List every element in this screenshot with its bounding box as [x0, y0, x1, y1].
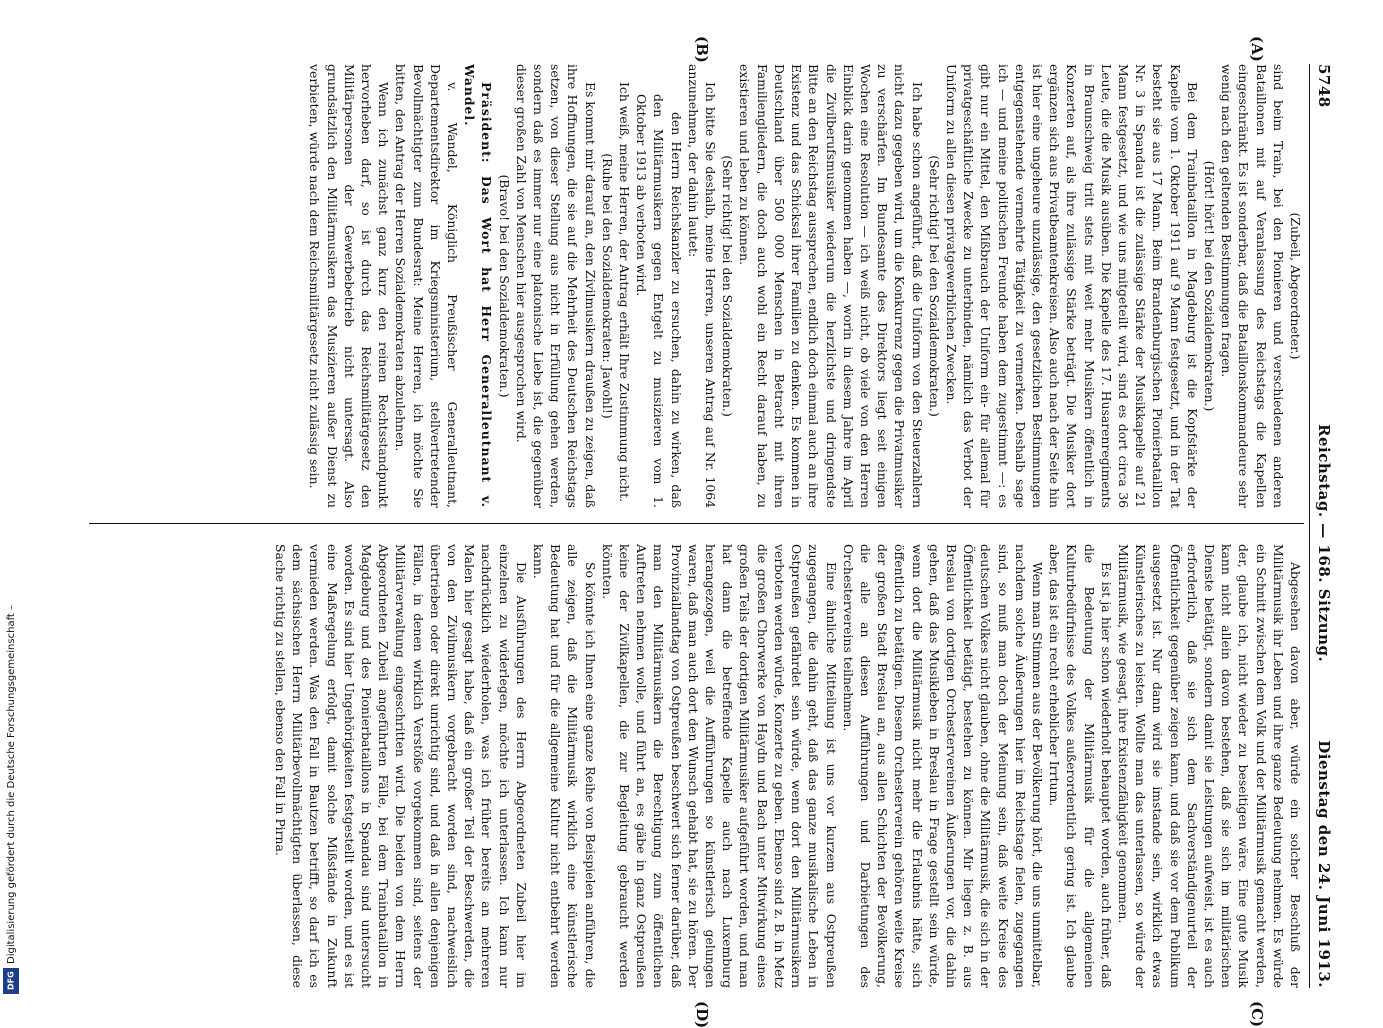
paragraph: Wenn ich zunächst ganz kurz den reinen Rechtsstandpunkt hervorheben darf, so ist durch das Reichsmilitärgesetz den Militärpersonen der Gewerbebetrieb nicht untersagt. Also grundsätzlich den Militärmusikern das Musizieren außer Dienst zu verbieten, würde nach dem Reichsmilitärgesetz nicht zulässig sein.: [307, 64, 392, 508]
margin-marker-a: (A): [1248, 36, 1266, 62]
reaction: (Sehr richtig! bei den Sozialdemokraten.): [926, 155, 942, 417]
paragraph: Ich weiß, meine Herren, der Antrag erhält Ihre Zustimmung nicht.: [617, 82, 633, 503]
paragraph: Bei dem Trainbataillon in Magdeburg ist die Kopfstärke der Kapelle vom 1. Oktober 1911 auf 9 Mann festgesetzt, und in der Tat besteht sie aus 17 Mann. Beim Brandenburgischen Pionierbataillon Nr. 3 in Spandau ist die zulässige Stärke der Musikkapelle auf 21 Mann festgesetzt, und wie uns mitgeteilt wird, sind es dort circa 36 Leute, die die Musik ausüben. Die Kapelle des 17. Husarenregiments in Braunschweig tritt stets mit weit mehr Musikern öffentlich in Konzerten auf, als ihre zulässige Stärke beträgt. Die Musiker dort ergänzen sich aus Privatbeamtenkreisen. Also auch nach der Seite hin ist hier eine ungeheure unzulässige, den gesetzlichen Bestimmungen entgegenstehende vermehrte Tätigkeit zu vermerken. Deshalb sage ich — und meine politischen Freunde haben dem zugestimmt —: es gibt nur ein Mittel, den Mißbrauch der Uniform ein- für allemal für privatgeschäftliche Zwecke zu unterbinden, nämlich das Verbot der Uniform zu allen diesen privatgewerblichen Zwecken.: [943, 64, 1200, 508]
margin-marker-b: (B): [693, 36, 711, 63]
paragraph: So könnte ich Ihnen eine ganze Reihe von Beispielen anführen, die alle zeigen, daß die Militärmusik wirklich eine künstlerische Bedeutung hat und für die allgemeine Kultur nicht entbehrt werden kann.: [531, 544, 598, 988]
page-header: [1309, 64, 1336, 988]
margin-marker-c: (C): [1248, 1001, 1266, 1028]
reaction: (Hört! hört! bei den Sozialdemokraten.): [1201, 160, 1217, 412]
margin-marker-d: (D): [693, 1001, 711, 1028]
paragraph: Es kommt mir darauf an, den Zivilmusikern draußen zu zeigen, daß ihre Hoffnungen, die sie auf die Mehrheit des Deutschen Reichstags setzen, von dieser Stellung aus nicht in Erfüllung gehen werden, sondern daß es immer nur eine platonische Liebe ist, die gegenüber dieser großen Zahl von Menschen hier ausgesprochen wird.: [513, 64, 598, 508]
paragraph: Abgesehen davon aber, würde ein solcher Beschluß der Militärmusik ihr Leben und ihre ganze Bedeutung nehmen. Es würde ein Schnitt zwischen dem Volk und der Militärmusik gemacht werden, der, glaube ich, nicht wieder zu beseitigen wäre. Eine gute Musik kann nicht allein davon bestehen, daß sie sich im militärischen Dienste betätigt, sondern damit sie Leistungen aufweist, ist es auch erforderlich, daß sie sich dem Sachverständigenurteil der Öffentlichkeit gegenüber zeigen kann, und daß sie vor dem Publikum ausgesetzt ist. Nur dann wird sie imstande sein, wirklich etwas Künstlerisches zu leisten. Wollte man das unterlassen, so würde der Militärmusik, wie gesagt, ihre Existenzfähigkeit genommen.: [1115, 544, 1303, 988]
reaction: (Sehr richtig! bei den Sozialdemokraten.): [720, 155, 736, 417]
session-title: Reichstag. — 168. Sitzung.: [1315, 424, 1333, 663]
paragraph: Ich bitte Sie deshalb, meine Herren, unseren Antrag auf Nr. 1064 anzunehmen, der dahin lautet:: [685, 64, 719, 508]
digitization-credit: Digitalisierung gefördert durch die Deutsche Forschungsgemeinschaft –: [6, 604, 17, 964]
president-remark: Präsident: Das Wort hat Herr Generalleutnant v. Wandel.: [462, 64, 495, 508]
speaker-note: (Zubeil, Abgeordneter.): [1288, 212, 1303, 360]
paragraph: sind beim Train, bei den Pionieren und verschiedenen anderen Bataillonen mit auf Veranlassung des Reichstags die Kapellen eingeschränkt. Es ist sonderbar, daß die Bataillonskommandeure sehr wenig nach den geltenden Bestimmungen fragen.: [1219, 64, 1286, 508]
column-divider: [89, 523, 1304, 524]
paragraph: Wenn man Stimmen aus der Bevölkerung hört, die uns unmittelbar, nachdem solche Äußerungen hier im Reichstage fielen, zugegangen sind, so muß man doch der Meinung sein, daß weite Kreise des deutschen Volkes nicht glauben, ohne die Militärmusik, die sich in der Öffentlichkeit betätigt, bestehen zu können. Mir liegen z. B. aus Breslau von dortigen Orchestervereinen Äußerungen vor, die dahin gehen, daß das Musikleben in Breslau in Frage gestellt sein würde, wenn dort die Militärmusik nicht mehr die Erlaubnis hätte, sich öffentlich zu betätigen. Diesem Orchesterverein gehören weite Kreise der großen Stadt Breslau an, aus allen Schichten der Bevölkerung, die alle an diesen Aufführungen und Darbietungen des Orchestervereins teilnehmen.: [840, 544, 1045, 988]
paragraph: Eine ähnliche Mitteilung ist uns vor kurzem aus Ostpreußen zugegangen, die dahin geht, daß das ganze musikalische Leben in Ostpreußen gefährdet sein würde, wenn dort den Militärmusikern verboten werden würde, Konzerte zu geben. Ebenso sind z. B. in Metz die großen Chorwerke von Haydn und Bach unter Mitwirkung eines großen Teils der dortigen Militärmusiker aufgeführt worden, und man hat dann die betreffende Kapelle auch nach Luxemburg herangezogen, weil die Aufführungen so künstlerisch gelungen waren, daß man auch dort den Wunsch gehabt hat, sie zu hören. Der Provinziallandtag von Ostpreußen beschwert sich ferner darüber, daß man den Militärmusikern die Berechtigung zum öffentlichen Auftreten nehmen wolle, und führt an, es gäbe in ganz Ostpreußen keine der Zivilkapellen, die zur Begleitung gebraucht werden könnten.: [599, 544, 839, 988]
reaction: (Bravo! bei den Sozialdemokraten.): [496, 174, 512, 398]
paragraph: Die Ausführungen des Herrn Abgeordneten Zubeil hier im einzelnen zu widerlegen, möchte ich unterlassen. Ich kann nur nachdrücklich wiederholen, was ich früher bereits an mehreren Malen hier gesagt habe, daß ein großer Teil der Beschwerden, die von den Zivilmusikern vorgebracht worden sind, nachweislich übertrieben oder direkt unrichtig sind, und daß in allen denjenigen Fällen, in denen wirklich Verstöße vorgekommen sind, seitens der Militärverwaltung eingeschritten wird. Die beiden von dem Herrn Abgeordneten Zubeil angeführten Fälle, bei dem Trainbataillon in Magdeburg und des Pionierbataillons in Spandau sind untersucht worden. Es sind hier Ungehörigkeiten festgestellt worden, und es ist eine Maßregelung erfolgt, damit solche Mißstände in Zukunft vermieden werden. Was den Fall in Bautzen betrifft, so darf ich es dem sächsischen Herrn Militärbevollmächtigten überlassen, diese Sache richtig zu stellen, ebenso den Fall in Pirna.: [273, 544, 529, 988]
document-page: [74, 36, 1336, 1028]
paragraph: Ich habe schon angeführt, daß die Uniform von den Steuerzahlern nicht dazu gegeben wird, um die Konkurrenz gegen die Privatmusiker zu verschärfen. Im Bundesamte des Direktors liegt seit einigen Wochen eine Resolution — ich weiß nicht, ob viele von den Herren Einblick darin genommen haben —, worin in diesem Jahre im April die Zivilberufsmusiker wiederum die herzlichste und dringendste Bitte an den Reichstag aussprechen, endlich doch einmal auch an ihre Existenz und das Schicksal ihrer Familien zu denken. Es kommen in Deutschland über 500 000 Menschen in Betracht mit ihren Familiengliedern, die doch auch wohl ein Recht darauf haben, zu existieren und leben zu können.: [737, 64, 925, 508]
dfg-logo: DFG: [3, 968, 19, 994]
speaker-intro: v. Wandel, Königlich Preußischer Generalleutnant, Departementsdirektor im Kriegsministerium, stellvertretender Bevollmächtigter zum Bundesrat: Meine Herren, ich möchte Sie bitten, den Antrag der Herren Sozialdemokraten abzulehnen.: [393, 64, 461, 508]
quoted-motion: den Herrn Reichskanzler zu ersuchen, dahin zu wirken, daß den Militärmusikern gegen Entgelt zu musizieren vom 1. Oktober 1913 ab verboten wird.: [634, 94, 684, 508]
reaction: (Ruhe bei den Sozialdemokraten: Jawohl!): [599, 153, 615, 419]
paragraph: Es ist ja hier schon wiederholt behauptet worden, auch früher, daß die Bedeutung der Militärmusik für die allgemeinen Kulturbedürfnisse des Volkes außerordentlich gering ist. Ich glaube aber, das ist ein recht erheblicher Irrtum.: [1047, 544, 1114, 988]
session-date: Dienstag den 24. Juni 1913.: [1315, 740, 1333, 988]
rotated-page: [74, 36, 1336, 1028]
left-column: [84, 64, 1304, 508]
page-number: 5748: [1315, 64, 1333, 108]
right-column: [84, 544, 1304, 988]
